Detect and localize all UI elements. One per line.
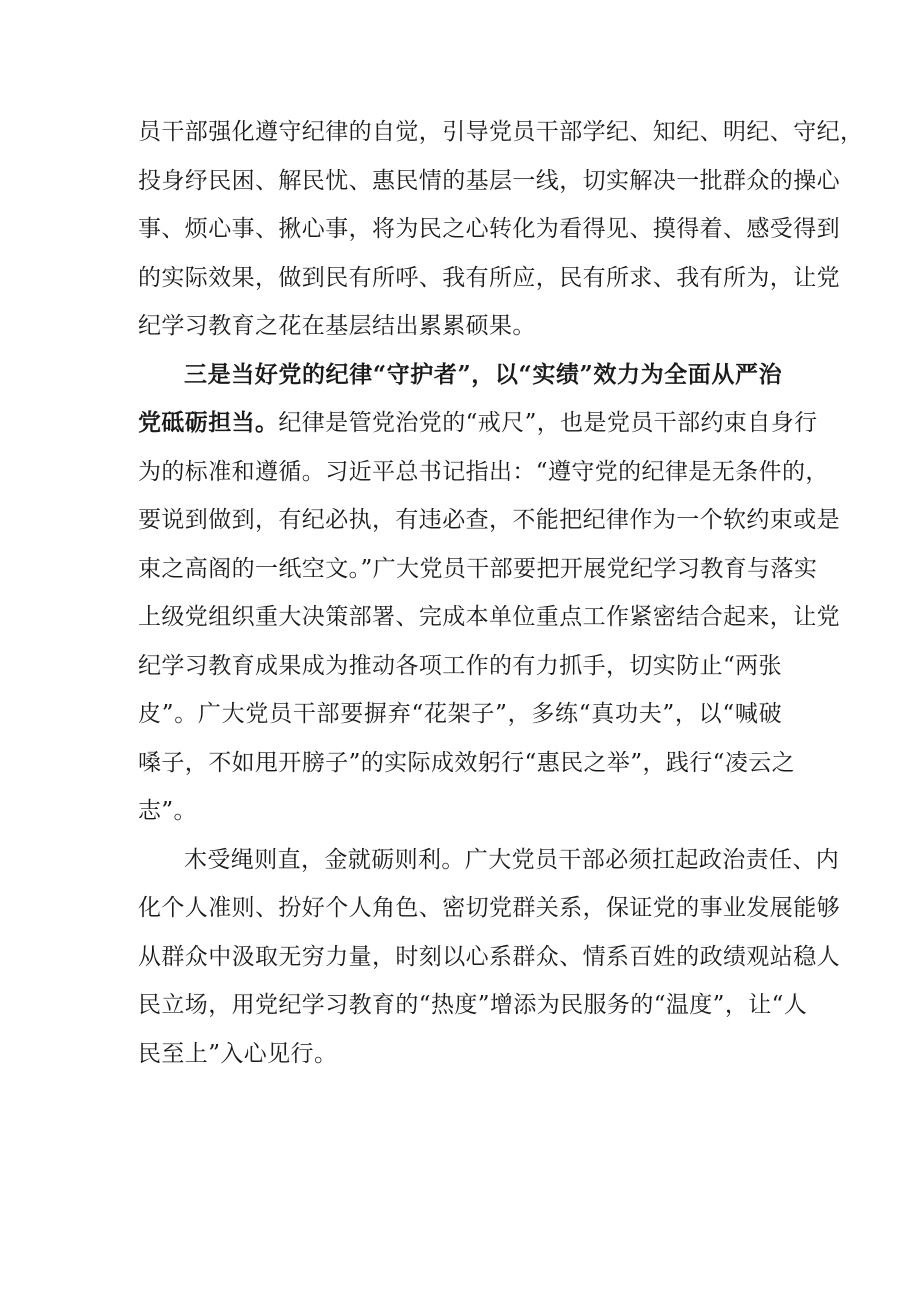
paragraph-line: 皮”。广大党员干部要摒弃“花架子”，多练“真功夫”，以“喊破 <box>138 701 782 727</box>
section-heading: 三是当好党的纪律“守护者”，以“实绩”效力为全面从严治 <box>184 360 782 388</box>
section-heading-end: 党砥砺担当。 <box>138 409 279 436</box>
paragraph-3 <box>138 836 840 1079</box>
paragraph-line: 民立场，用党纪学习教育的“热度”增添为民服务的“温度”，让“人 <box>138 992 808 1018</box>
paragraph-line: 纪学习教育成果成为推动各项工作的有力抓手，切实防止“两张 <box>138 652 782 679</box>
paragraph-line: 志”。 <box>138 798 197 824</box>
paragraph-line: 要说到做到，有纪必执，有违必查，不能把纪律作为一个软约束或是 <box>138 507 840 533</box>
paragraph-line: 纪学习教育之花在基层结出累累硕果。 <box>138 313 536 339</box>
paragraph-line: 投身纾民困、解民忧、惠民情的基层一线，切实解决一批群众的操心 <box>138 167 840 194</box>
paragraph-line: 事、烦心事、揪心事，将为民之心转化为看得见、摸得着、感受得到 <box>138 216 840 242</box>
document-body <box>138 108 864 1078</box>
paragraph-line: 上级党组织重大决策部署、完成本单位重点工作紧密结合起来，让党 <box>138 604 840 630</box>
paragraph-text: 纪律是管党治党的“戒尺”，也是党员干部约束自身行 <box>278 410 818 436</box>
paragraph-line: 束之高阁的一纸空文。”广大党员干部要把开展党纪学习教育与落实 <box>138 555 818 582</box>
paragraph-1 <box>138 108 864 351</box>
paragraph-2 <box>138 351 840 836</box>
paragraph-line: 为的标准和遵循。习近平总书记指出：“遵守党的纪律是无条件的， <box>138 458 829 485</box>
paragraph-line: 嗓子，不如甩开膀子”的实际成效躬行“惠民之举”，践行“凌云之 <box>138 749 796 776</box>
paragraph-line <box>138 399 818 448</box>
paragraph-line: 的实际效果，做到民有所呼、我有所应，民有所求、我有所为，让党 <box>138 264 840 291</box>
paragraph-line: 员干部强化遵守纪律的自觉，引导党员干部学纪、知纪、明纪、守纪， <box>138 119 864 145</box>
paragraph-line: 从群众中汲取无穷力量，时刻以心系群众、情系百姓的政绩观站稳人 <box>138 943 840 970</box>
paragraph-line: 化个人准则、扮好个人角色、密切党群关系，保证党的事业发展能够 <box>138 895 840 921</box>
paragraph-line: 民至上”入心见行。 <box>138 1040 338 1067</box>
paragraph-line: 木受绳则直，金就砺则利。广大党员干部必须扛起政治责任、内 <box>184 846 840 873</box>
